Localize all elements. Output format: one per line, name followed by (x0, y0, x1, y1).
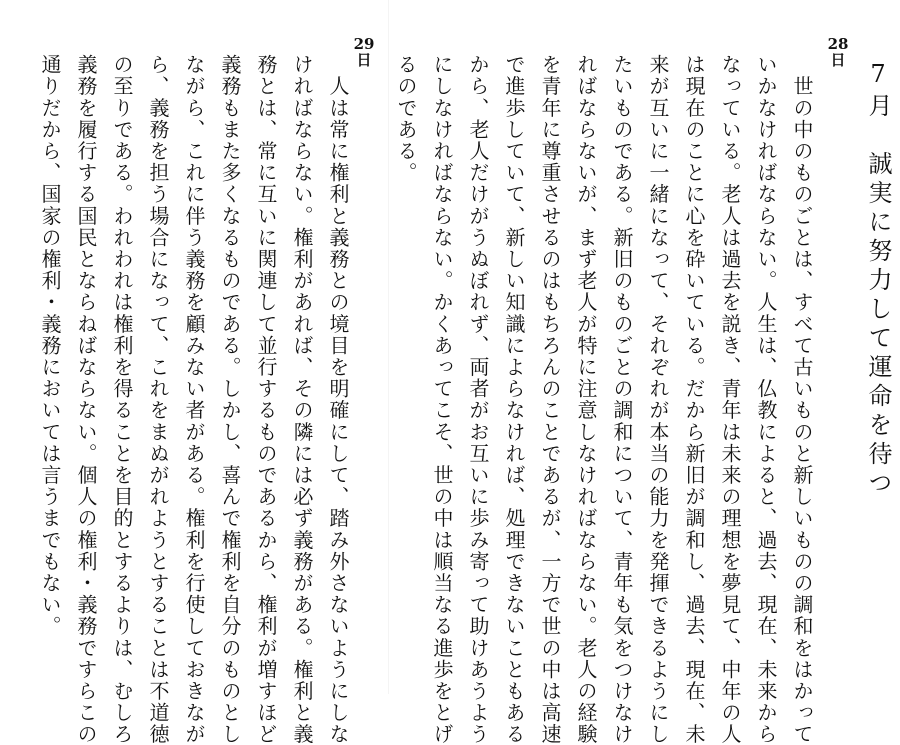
entry-29-line: 人は常に権利と義務との境目を明確にして、踏み外さないようにしな (326, 54, 350, 745)
entry-29-line: 務とは、常に互いに関連して並行するものであるから、権利が増すほど (254, 54, 278, 745)
entry-28-line: で進歩していて、新しい知識によらなければ、処理できないこともある (502, 54, 526, 745)
entry-29-body (8, 54, 356, 745)
entry-28-line: にしなければならない。かくあってこそ、世の中は順当なる進歩をとげ (430, 54, 454, 745)
chapter-title: 7月 誠実に努力して運命を待つ (864, 60, 892, 499)
entry-28-line: ればならないが、まず老人が特に注意しなければならない。老人の経験 (574, 54, 598, 745)
page-gutter (388, 0, 389, 694)
day-label-29: 29日 (353, 35, 375, 69)
entry-29-line: 義務を履行する国民とならねばならない。個人の権利・義務ですらこの (74, 54, 98, 745)
entry-28-line: るのである。 (394, 54, 418, 184)
entry-28-line: いかなければならない。人生は、仏教によると、過去、現在、未来から (754, 54, 778, 745)
entry-29-line: ながら、これに伴う義務を顧みない者がある。権利を行使しておきなが (182, 54, 206, 745)
entry-29-line: ら、義務を担う場合になって、これをまぬがれようとすることは不道徳 (146, 54, 170, 745)
entry-28-line: 世の中のものごとは、すべて古いものと新しいものの調和をはかって (790, 54, 814, 745)
entry-28-body (394, 54, 820, 745)
entry-28-line: たいものである。新旧のものごとの調和について、青年も気をつけなけ (610, 54, 634, 745)
entry-28-line: なっている。老人は過去を説き、青年は未来の理想を夢見て、中年の人 (718, 54, 742, 745)
entry-29-line: ければならない。権利があれば、その隣には必ず義務がある。権利と義 (290, 54, 314, 745)
entry-29-line: 義務もまた多くなるものである。しかし、喜んで権利を自分のものとし (218, 54, 242, 745)
entry-28-line: は現在のことに心を砕いている。だから新旧が調和し、過去、現在、未 (682, 54, 706, 745)
entry-29-line: 通りだから、国家の権利・義務においては言うまでもない。 (38, 54, 62, 638)
entry-28-line: から、老人だけがうぬぼれず、両者がお互いに歩み寄って助けあうよう (466, 54, 490, 745)
entry-29-line: の至りである。われわれは権利を得ることを目的とするよりは、むしろ (110, 54, 134, 745)
entry-28-line: を青年に尊重させるのはもちろんのことであるが、一方で世の中は高速 (538, 54, 562, 745)
entry-28-line: 来が互いに一緒になって、それぞれが本当の能力を発揮できるようにし (646, 54, 670, 745)
day-label-28: 28日 (827, 35, 849, 69)
